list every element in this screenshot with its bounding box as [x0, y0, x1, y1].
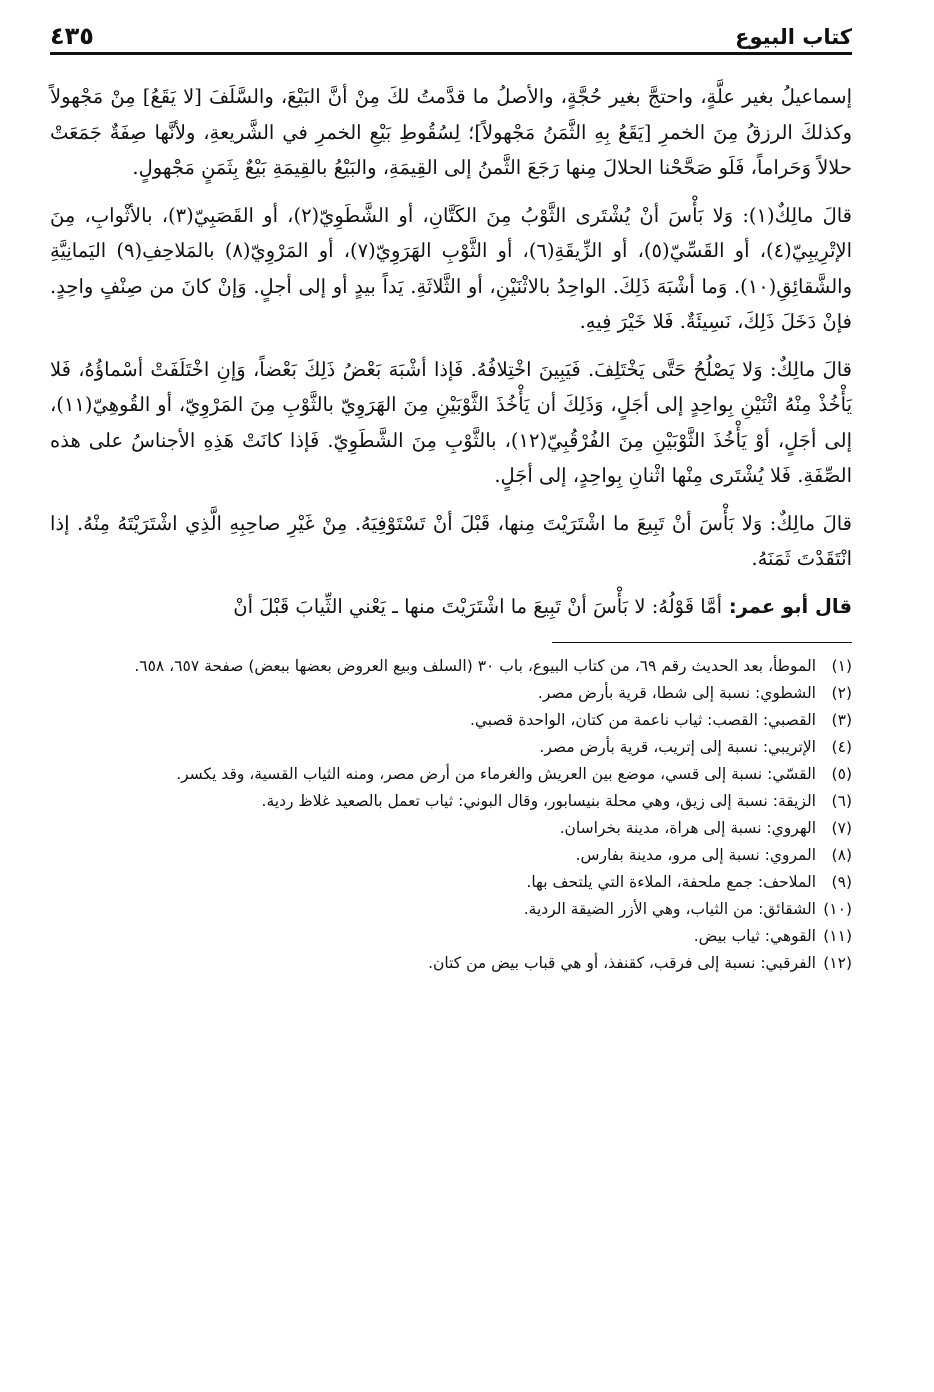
footnote: [50, 896, 852, 923]
footnote-number: (٥): [831, 765, 852, 783]
footnote-number: (٨): [831, 846, 852, 864]
footnote: [50, 707, 852, 734]
footnote-text: الزيقة: نسبة إلى زيق، وهي محلة بنيسابور، وقال البوني: ثياب تعمل بالصعيد غلاظ ردية.: [261, 792, 816, 810]
paragraph-text: قالَ مالِكٌ: وَلا يَصْلُحُ حَتَّى يَخْتَلِفَ. فَيَبِينَ اخْتِلافُهُ. فَإذا أشْبَهَ بَعْضُ ذَلِكَ بَعْضاً، وَإنِ اخْتَلَفَتْ أسْماؤُهُ، فَلا يَأْخُذْ مِنْهُ اثْنَيْنِ بِواحِدٍ إلى أجَلٍ، وَذَلِكَ أن يَأْخُذَ الثَّوْبَيْنِ مِنَ الهَرَوِيّ بالثَّوْبِ مِنَ المَرْوِيّ، أو القُوهِيّ(١١)، إلى أجَلٍ، أوْ يَأْخُذَ الثَّوْبَيْنِ مِنَ الفُرْقُبِيّ(١٢)، بالثَّوْبِ مِنَ الشَّطَوِيّ. فَإذا كانَتْ هَذِهِ الأجناسُ على هذه الصِّفَةِ. فَلا يُشْتَرى مِنْها اثْنانِ بِواحِدٍ، إلى أجَلٍ.: [50, 357, 853, 487]
paragraph-text: إسماعيلُ بغير علَّةٍ، واحتجَّ بغير حُجَّةٍ، والأصلُ ما قدَّمتُ لكَ مِنْ أنَّ البَيْعَ، والسَّلَفَ [لا يَقَعُ] مِنْ مَجْهولاً وكذلكَ الرزقُ مِنَ الخمرِ [يَقَعُ بِهِ الثَّمَنُ مَجْهولاً]؛ لِسُقُوطِ بَيْعِ الخمرِ في الشَّريعةِ، ولأنَّها صِفَةٌ جَمَعَتْ حلالاً وَحَراماً، فَلَو صَحَّحْنا الحلالَ مِنها رَجَعَ الثَّمنُ إلى القِيمَةِ، والبَيْعُ بالقِيمَةِ بَيْعٌ بِثَمَنٍ مَجْهولٍ.: [50, 85, 852, 179]
book-page: [50, 18, 852, 1372]
footnote-text: الفرقبي: نسبة إلى فرقب، كقنفذ، أو هي قباب بيض من كتان.: [428, 954, 816, 972]
footnote: [50, 815, 852, 842]
main-text: [50, 79, 852, 624]
footnote-number: (٩): [831, 873, 852, 891]
page-number: ٤٣٥: [50, 22, 94, 50]
footnote: [50, 950, 852, 977]
footnote-text: الملاحف: جمع ملحفة، الملاءة التي يلتحف بها.: [526, 873, 816, 891]
paragraph: [50, 589, 852, 625]
footnote-divider: [552, 642, 852, 643]
footnote-text: الهروي: نسبة إلى هراة، مدينة بخراسان.: [559, 819, 816, 837]
footnote-text: القصبي: القصب: ثياب ناعمة من كتان، الواحدة قصبي.: [469, 711, 816, 729]
running-header: [50, 18, 852, 55]
footnote-text: الموطأ، بعد الحديث رقم ٦٩، من كتاب البيوع، باب ٣٠ (السلف وبيع العروض بعضها ببعض) صفحة ٦٥٧، ٦٥٨.: [134, 657, 816, 675]
paragraph-text: قالَ مالِكٌ(١): وَلا بَأْسَ أنْ يُشْتَرى الثَّوْبُ مِنَ الكَتَّانِ، أو الشَّطَوِيّ(٢)، أو القَصَبِيّ(٣)، بالأثْوابِ، مِنَ الإتْرِيبِيّ(٤)، أو القَسِّيّ(٥)، أو الزِّيقَةِ(٦)، أو الثَّوْبِ الهَرَوِيّ(٧)، أو المَرْوِيّ(٨) بالمَلاحِفِ(٩) اليَمانِيَّةِ والشَّقائِقِ(١٠). وَما أشْبَهَ ذَلِكَ. الواحِدُ بالاثْنَيْنِ، أو الثَّلاثَةِ. يَداً بيدٍ أو إلى أجلٍ. وَإنْ كانَ من صِنْفٍ واحِدٍ. فإنْ دَخَلَ ذَلِكَ، نَسِيئَةٌ. فَلا خَيْرَ فِيهِ.: [50, 203, 853, 333]
footnote-text: الشقائق: من الثياب، وهي الأزر الضيقة الردية.: [523, 900, 816, 918]
footnotes: [50, 653, 852, 977]
paragraph: [50, 506, 852, 577]
footnote: [50, 788, 852, 815]
paragraph-text: قالَ مالِكٌ: وَلا بَأْسَ أنْ تَبِيعَ ما اشْتَرَيْتَ مِنها، قَبْلَ أنْ تَسْتَوْفِيَهُ. مِنْ غَيْرِ صاحِبِهِ الَّذِي اشْتَرَيْتَهُ مِنْهُ. إذا انْتَقَدْتَ ثَمَنَهُ.: [50, 511, 852, 570]
footnote: [50, 734, 852, 761]
footnote-text: الشطوي: نسبة إلى شطا، قرية بأرض مصر.: [537, 684, 816, 702]
footnote-number: (٣): [831, 711, 852, 729]
footnote-number: (١٠): [823, 900, 852, 918]
footnote-number: (٦): [831, 792, 852, 810]
footnote-number: (١٢): [823, 954, 852, 972]
footnote: [50, 842, 852, 869]
footnote: [50, 680, 852, 707]
footnote-number: (١): [831, 657, 852, 675]
footnote: [50, 761, 852, 788]
paragraph-text: أمَّا قَوْلُهُ: لا بَأْسَ أنْ تَبِيعَ ما اشْتَرَيْتَ منها ـ يَعْني الثِّيابَ قَبْلَ أنْ: [233, 594, 723, 618]
footnote-number: (٢): [831, 684, 852, 702]
paragraph: [50, 79, 852, 186]
paragraph: [50, 198, 852, 340]
footnote-text: المروي: نسبة إلى مرو، مدينة بفارس.: [575, 846, 816, 864]
footnote-text: الإتريبي: نسبة إلى إتريب، قرية بأرض مصر.: [539, 738, 816, 756]
chapter-title: كتاب البيوع: [735, 25, 852, 49]
paragraph-lead: قال أبو عمر:: [722, 594, 852, 618]
footnote-number: (١١): [823, 927, 852, 945]
footnote: [50, 923, 852, 950]
footnote: [50, 869, 852, 896]
footnote-number: (٧): [831, 819, 852, 837]
paragraph: [50, 352, 852, 494]
footnote-number: (٤): [831, 738, 852, 756]
footnote: [50, 653, 852, 680]
footnote-text: القوهي: ثياب بيض.: [693, 927, 816, 945]
footnote-text: القسّي: نسبة إلى قسي، موضع بين العريش والغرماء من أرض مصر، ومنه الثياب القسية، وقد يكسر.: [176, 765, 816, 783]
